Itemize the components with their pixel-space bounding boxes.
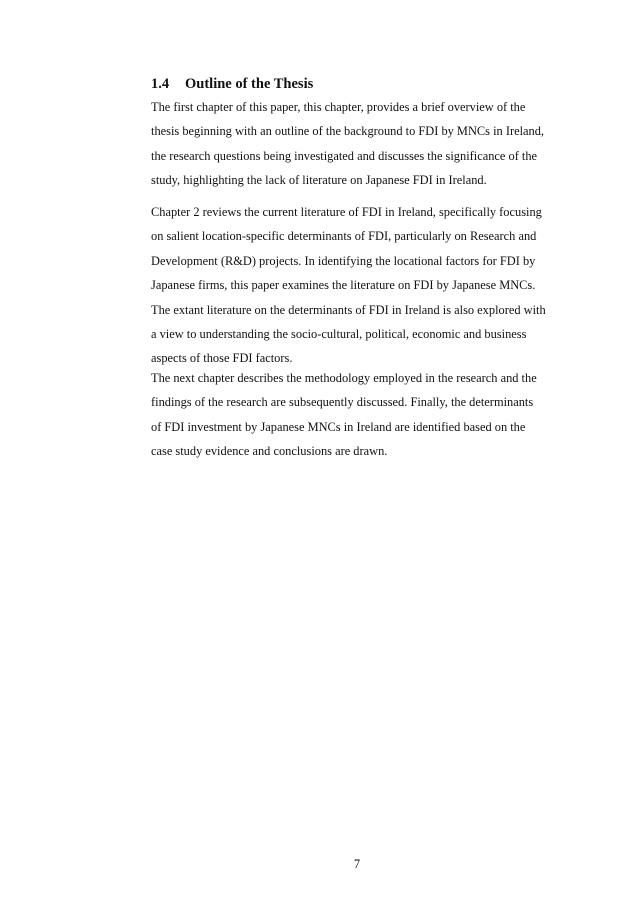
- paragraph-line: Japanese firms, this paper examines the literature on FDI by Japanese MNCs.: [151, 278, 536, 293]
- paragraph-line: the research questions being investigated and discusses the significance of the: [151, 148, 538, 163]
- paragraph-line: The extant literature on the determinants of FDI in Ireland is also explored with: [151, 302, 546, 317]
- paragraph-line: of FDI investment by Japanese MNCs in Ireland are identified based on the: [151, 419, 526, 434]
- paragraph-2: [151, 200, 571, 371]
- paragraph-line: aspects of those FDI factors.: [151, 351, 293, 366]
- section-title: Outline of the Thesis: [185, 76, 314, 92]
- paragraph-line: The first chapter of this paper, this chapter, provides a brief overview of the: [151, 100, 526, 114]
- paragraph-line: The next chapter describes the methodology employed in the research and the: [151, 371, 537, 385]
- paragraph-line: study, highlighting the lack of literature on Japanese FDI in Ireland.: [151, 173, 487, 188]
- section-number: 1.4: [151, 76, 170, 92]
- paragraph-line: findings of the research are subsequently discussed. Finally, the determinants: [151, 395, 534, 410]
- page-number: 7: [353, 857, 361, 871]
- paragraph-1: [151, 95, 571, 193]
- paragraph-line: case study evidence and conclusions are drawn.: [151, 444, 388, 459]
- paragraph-line: thesis beginning with an outline of the background to FDI by MNCs in Ireland,: [151, 124, 545, 139]
- paragraph-line: Development (R&D) projects. In identifying the locational factors for FDI by: [151, 253, 536, 268]
- paragraph-3: [151, 366, 571, 464]
- paragraph-line: a view to understanding the socio-cultural, political, economic and business: [151, 327, 527, 342]
- paragraph-line: Chapter 2 reviews the current literature of FDI in Ireland, specifically focusing: [151, 205, 542, 219]
- section-heading: [151, 76, 313, 93]
- paragraph-line: on salient location-specific determinants of FDI, particularly on Research and: [151, 229, 537, 244]
